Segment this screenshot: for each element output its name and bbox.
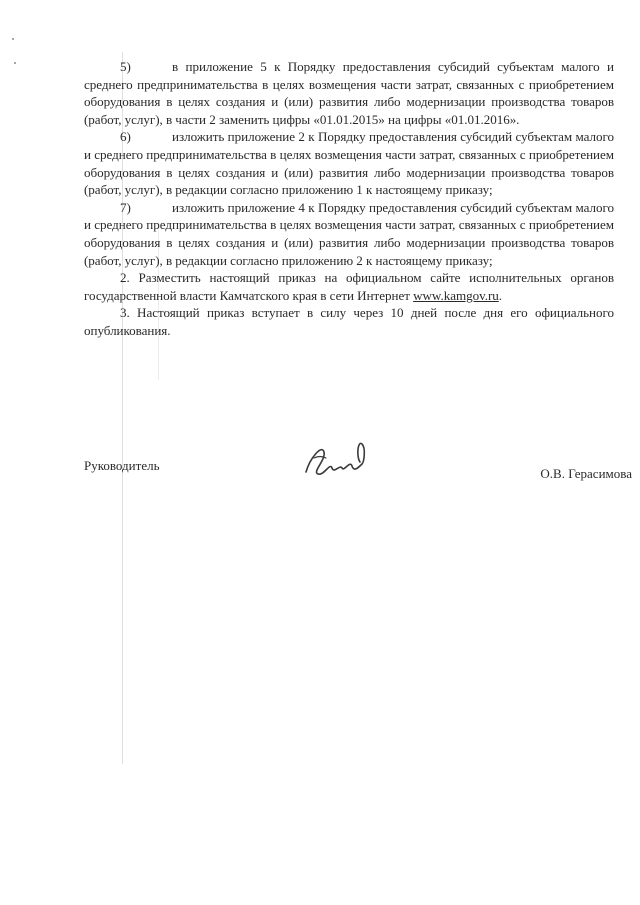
item-5-text: в приложение 5 к Порядку предоставления субсидий субъектам малого и среднего предпринимательства в целях возмещения части затрат, связанных с приобретением оборудования в целях создания и (или) развития либо модернизации производства товаров (работ, услуг), в части 2 заменить цифры «01.01.2015» на цифры «01.01.2016». [84, 59, 614, 127]
item-6-number: 6) [120, 129, 131, 145]
paragraph-3-text: 3. Настоящий приказ вступает в силу через 10 дней после дня его официального опубликования. [84, 305, 614, 338]
paragraph-3 [84, 304, 614, 339]
item-5-paragraph [84, 58, 614, 128]
paragraph-2-text: 2. Разместить настоящий приказ на официальном сайте исполнительных органов государственной власти Камчатского края в сети Интернет [84, 270, 614, 303]
paragraph-2-end: . [498, 287, 502, 303]
signatory-position: Руководитель [84, 458, 160, 473]
item-7-paragraph [84, 199, 614, 269]
item-7-number: 7) [120, 199, 131, 215]
item-7-text: изложить приложение 4 к Порядку предоставления субсидий субъектам малого и среднего предпринимательства в целях возмещения части затрат, связанных с приобретением оборудования в целях создания и (или) развития либо модернизации производства товаров (работ, услуг), в редакции согласно приложению 2 к настоящему приказу; [84, 199, 614, 268]
scan-artifact-dot [12, 38, 14, 40]
scan-artifact-dot [14, 62, 16, 64]
item-6-paragraph [84, 128, 614, 198]
kamgov-link[interactable]: www.kamgov.ru [413, 287, 499, 303]
document-body [84, 58, 614, 340]
paragraph-2 [84, 269, 614, 304]
item-5-number: 5) [120, 59, 131, 74]
signature-block [84, 458, 632, 498]
signatory-name: О.В. Герасимова [540, 466, 632, 481]
item-6-text: изложить приложение 2 к Порядку предоставления субсидий субъектам малого и среднего предпринимательства в целях возмещения части затрат, связанных с приобретением оборудования в целях создания и (или) развития либо модернизации производства товаров (работ, услуг), в редакции согласно приложению 1 к настоящему приказу; [84, 129, 614, 198]
